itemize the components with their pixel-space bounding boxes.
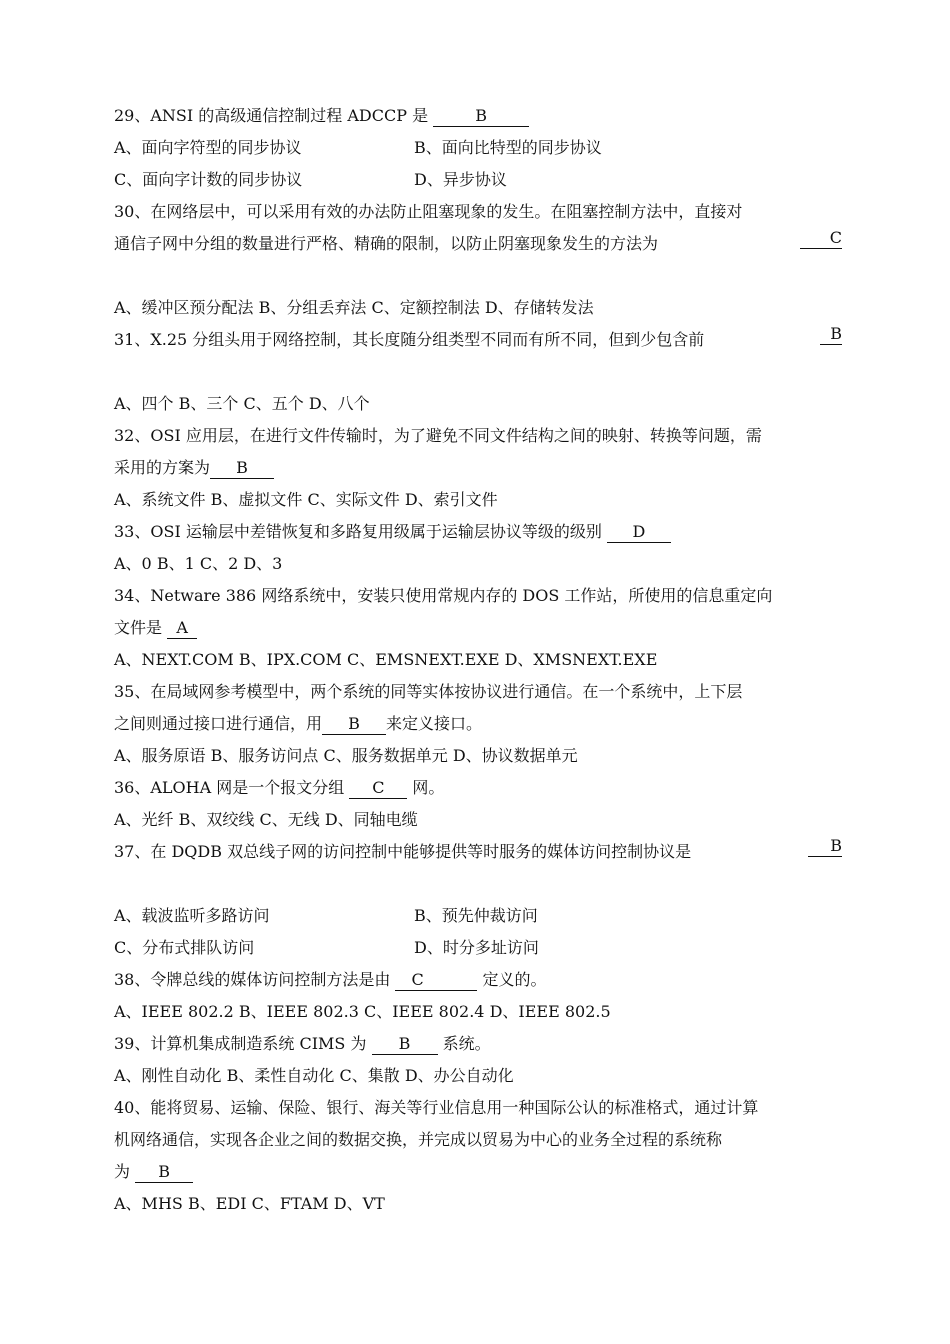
question-33: 33、OSI 运输层中差错恢复和多路复用级属于运输层协议等级的级别 D (114, 516, 842, 548)
answer-blank: C (395, 970, 477, 991)
question-30: 30、在网络层中，可以采用有效的办法防止阻塞现象的发生。在阻塞控制方法中，直接对 (114, 202, 743, 221)
answer-blank: B (433, 106, 529, 127)
answer-blank: B (808, 836, 842, 857)
question-35: 35、在局域网参考模型中，两个系统的同等实体按协议进行通信。在一个系统中，上下层 (114, 682, 743, 701)
question-40: 40、能将贸易、运输、保险、银行、海关等行业信息用一种国际公认的标准格式，通过计算 (114, 1098, 759, 1117)
answer-blank: B (210, 458, 274, 479)
answer-blank: B (135, 1162, 193, 1183)
question-35-cont: 之间则通过接口进行通信，用 B 来定义接口。 (114, 714, 483, 733)
answer-blank: D (607, 522, 671, 543)
answer-blank: A (167, 618, 197, 639)
options-35: A、服务原语 B、服务访问点 C、服务数据单元 D、协议数据单元 (114, 746, 578, 765)
options-29a: A、面向字符型的同步协议 B、面向比特型的同步协议 (114, 138, 602, 157)
question-29: 29、ANSI 的高级通信控制过程 ADCCP 是 B (114, 100, 842, 132)
document-page (114, 100, 842, 1220)
question-38: 38、令牌总线的媒体访问控制方法是由 C 定义的。 (114, 970, 547, 989)
question-37: 37、在 DQDB 双总线子网的访问控制中能够提供等时服务的媒体访问控制协议是 B (114, 836, 842, 861)
options-37b: C、分布式排队访问 D、时分多址访问 (114, 938, 539, 957)
options-40: A、MHS B、EDI C、FTAM D、VT (114, 1194, 385, 1213)
options-30: A、缓冲区预分配法 B、分组丢弃法 C、定额控制法 D、存储转发法 (114, 298, 594, 317)
answer-blank: B (372, 1034, 438, 1055)
options-29b: C、面向字计数的同步协议 D、异步协议 (114, 170, 507, 189)
question-31: 31、X.25 分组头用于网络控制，其长度随分组类型不同而有所不同，但到少包含前 B (114, 324, 842, 349)
options-32: A、系统文件 B、虚拟文件 C、实际文件 D、索引文件 (114, 490, 498, 509)
question-40-cont: 机网络通信，实现各企业之间的数据交换，并完成以贸易为中心的业务全过程的系统称 (114, 1130, 723, 1149)
question-32-cont: 采用的方案为 B (114, 452, 842, 484)
options-33: A、0 B、1 C、2 D、3 (114, 554, 283, 573)
options-31: A、四个 B、三个 C、五个 D、八个 (114, 394, 370, 413)
answer-blank: B (322, 714, 386, 735)
options-39: A、刚性自动化 B、柔性自动化 C、集散 D、办公自动化 (114, 1066, 514, 1085)
question-34-cont: 文件是 A (114, 612, 842, 644)
question-34: 34、Netware 386 网络系统中，安装只使用常规内存的 DOS 工作站，所使用的信息重定向 (114, 586, 773, 605)
question-32: 32、OSI 应用层，在进行文件传输时，为了避免不同文件结构之间的映射、转换等问题，需 (114, 426, 762, 445)
question-39: 39、计算机集成制造系统 CIMS 为 B 系统。 (114, 1034, 491, 1053)
options-38: A、IEEE 802.2 B、IEEE 802.3 C、IEEE 802.4 D、IEEE 802.5 (114, 1002, 611, 1021)
options-37a: A、载波监听多路访问 B、预先仲裁访问 (114, 906, 538, 925)
answer-blank: B (820, 324, 842, 345)
answer-blank: C (800, 228, 842, 249)
question-30-cont: 通信子网中分组的数量进行严格、精确的限制，以防止阴塞现象发生的方法为 C (114, 228, 842, 253)
options-34: A、NEXT.COM B、IPX.COM C、EMSNEXT.EXE D、XMSNEXT.EXE (114, 650, 658, 669)
answer-blank: C (349, 778, 407, 799)
options-36: A、光纤 B、双绞线 C、无线 D、同轴电缆 (114, 810, 418, 829)
question-36: 36、ALOHA 网是一个报文分组 C 网。 (114, 778, 445, 797)
question-40-cont2: 为 B (114, 1156, 842, 1188)
